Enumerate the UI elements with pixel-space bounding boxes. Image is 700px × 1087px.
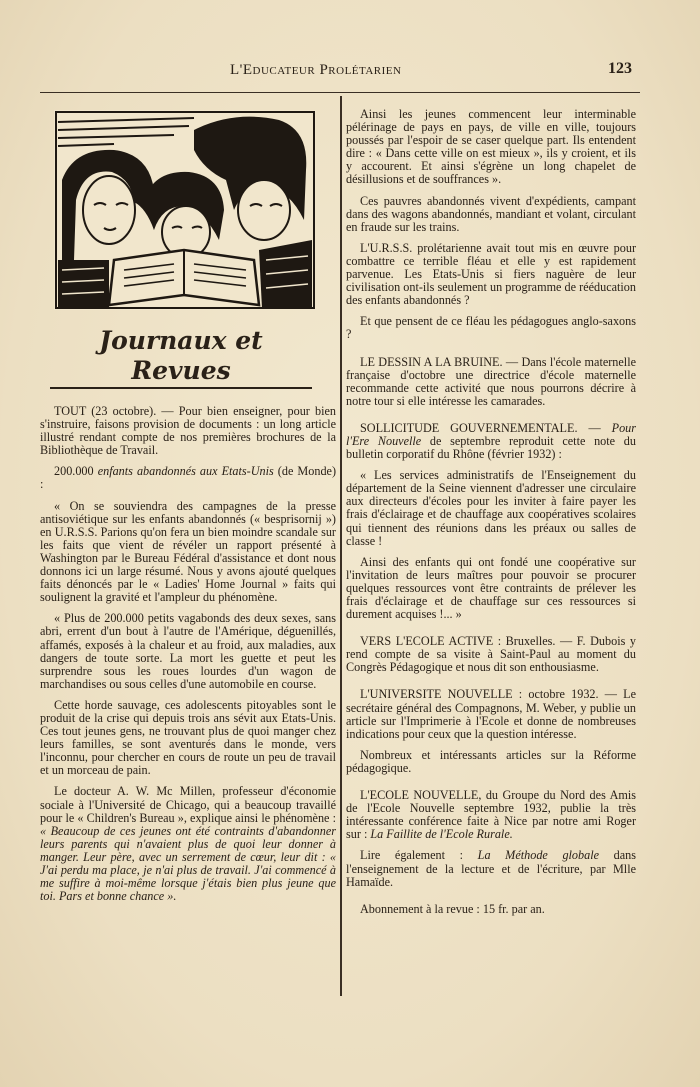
- paragraph-cooperative: Ainsi des enfants qui ont fondé une coopérative sur l'invitation de leurs maîtres pour pouvoir se procurer quelques ressources vont être contraints de prélever les frais d'éclairage et de chauffage sur ces ressources si durement acquises !... »: [346, 554, 636, 622]
- paragraph-reforme: Nombreux et intéressants articles sur la Réforme pédagogique.: [346, 747, 636, 775]
- paragraph-methode-globale: [346, 849, 636, 888]
- right-column: [346, 108, 636, 924]
- paragraph-mcmillen: [40, 785, 336, 903]
- paragraph-vagabonds: « Plus de 200.000 petits vagabonds des deux sexes, sans abri, errent d'un bout à l'autre de l'Amérique, déguenillés, affamés, exposés à la chaleur et au froid, aux maladies, aux dangers de toute sorte. La mort les guette et peut les surprendre sous les roues lourdes d'un wagon de marchandises ou sous celles d'une automobile en course.: [40, 611, 336, 691]
- paragraph-200000-heading: [40, 465, 336, 491]
- journal-title: L'Educateur Prolétarien: [230, 62, 402, 78]
- paragraph-expedients: Ces pauvres abandonnés vivent d'expédients, campant dans des wagons abandonnés, mandiant et volant, circulant en fraude sur les trains.: [346, 193, 636, 234]
- methode-text: dans l'enseignement de la lecture et de l'écriture, par Mlle Hamaïde.: [346, 848, 636, 889]
- heading-source: (de Monde) :: [40, 464, 337, 492]
- paragraph-horde: Cette horde sauvage, ces adolescents pitoyables sont le produit de la crise qui depuis trois ans sévit aux Etats-Unis. Ces tout jeunes gens, ne trouvant plus de quoi manger chez leurs familles, se sont aventurés dans le monde, vers l'inconnu, pour chercher en cours de route un peu de travail et un morceau de pain.: [40, 697, 336, 778]
- item-ecole-active: VERS L'ECOLE ACTIVE : Bruxelles. — F. Dubois y rend compte de sa visite à Saint-Paul au moment du Congrès Pédagogique et nous dit son enthousiasme.: [346, 634, 636, 675]
- children-reading-woodcut: [54, 110, 316, 310]
- heading-italic: enfants abandonnés aux Etats-Unis: [97, 464, 274, 479]
- sollicitude-text: de septembre reproduit cette note du bulletin corporatif du Rhône (février 1932) :: [346, 433, 636, 462]
- ecole-nouvelle-title: La Faillite de l'Ecole Rurale.: [370, 827, 513, 842]
- page-number: 123: [608, 60, 632, 77]
- mcmillen-intro: Le docteur A. W. Mc Millen, professeur d'économie sociale à l'Université de Chicago, qui a beaucoup travaillé pour le « Children's Bureau », explique ainsi le phénomène :: [40, 784, 336, 825]
- item-universite-nouvelle: L'UNIVERSITE NOUVELLE : octobre 1932. — Le secrétaire général des Compagnons, M. Weber, y publie un article sur l'Imprimerie à l'Ecole et donne de nombreuses indications pour ceux que la question intéresse.: [346, 687, 636, 741]
- item-sollicitude: [346, 422, 636, 461]
- sollicitude-source: Pour l'Ere Nouvelle: [346, 420, 636, 448]
- left-column: [40, 108, 336, 911]
- ecole-nouvelle-text: L'ECOLE NOUVELLE, du Groupe du Nord des Amis de l'Ecole Nouvelle septembre 1932, publie la très intéressante conférence faite à Nice par notre ami Roger sur :: [346, 788, 636, 842]
- column-divider: [340, 96, 342, 996]
- paragraph-pedagogues: Et que pensent de ce fléau les pédagogues anglo-saxons ?: [346, 314, 636, 342]
- item-ecole-nouvelle: [346, 789, 636, 841]
- paragraph-urss: L'U.R.S.S. prolétarienne avait tout mis en œuvre pour combattre ce terrible fléau et elle y est rapidement parvenue. Les Etats-Unis si fiers naguère de leur civilisation ont-ils seulement un programme de rééducation des enfants abandonnés ?: [346, 240, 636, 308]
- sollicitude-heading: SOLLICITUDE GOUVERNEMENTALE. —: [360, 420, 612, 435]
- methode-intro: Lire également :: [360, 848, 478, 863]
- paragraph-tout: TOUT (23 octobre). — Pour bien enseigner, pour bien s'instruire, faisons provision de documents : un long article illustré rendant compte de nos premières brochures de la Bibliothèque de Travail.: [40, 404, 336, 458]
- paragraph-circulaire: « Les services administratifs de l'Enseignement du département de la Seine viennent d'adresser une circulaire aux directeurs d'écoles pour les inviter à faire payer les frais d'éclairage et de chauffage aux coopératives scolaires qui tiennent des réunions dans les préaux ou salles de classe !: [346, 468, 636, 548]
- section-title: Journaux et Revues: [50, 326, 312, 389]
- methode-title: La Méthode globale: [477, 848, 600, 863]
- subscription-price: Abonnement à la revue : 15 fr. par an.: [360, 901, 545, 916]
- mcmillen-quote: « Beaucoup de ces jeunes ont été contraints d'abandonner leurs parents qui n'avaient plus de quoi leur donner à manger. Leur père, avec un serrement de cœur, leur dit : « J'ai perdu ma place, je n'ai plus de travail. J'ai commencé à me suffire à moi-même lorsque j'étais bien plus jeune que toi. Pars et bonne chance ».: [40, 823, 336, 904]
- running-header: [40, 60, 640, 93]
- woodcut-illustration: [54, 110, 316, 310]
- paragraph-pelerinage: Ainsi les jeunes commencent leur interminable pélérinage de pays en pays, de ville en ville, toujours poussés par l'espoir de se caser quelque part. Ils entendent dire : « Dans cette ville on est mieux », ils y croient, et ils y accourent. Et ainsi s'égrène un long chapelet de désillusions et de souffrances ».: [346, 107, 636, 187]
- paragraph-campagnes: « On se souviendra des campagnes de la presse antisoviétique sur les enfants abandonnés (« besprisornij ») en U.R.S.S. Parions qu'on fera un bien moindre scandale sur les faits que vient de révéler un rapport présenté à Washington par le Bureau Fédéral d'assistance et dont nous donnons ici un large résumé. Nous y avons ajouté quelques faits dénoncés par le « Ladies' Home Journal » faits qui soulignent la gravité et l'ampleur du phénomène.: [40, 498, 336, 605]
- item-dessin-bruine: LE DESSIN A LA BRUINE. — Dans l'école maternelle française d'octobre une directrice d'école maternelle recommande cette activité que nous pourrons décrire à notre tour si elle intéresse les camarades.: [346, 354, 636, 408]
- heading-number: 200.000: [54, 464, 98, 479]
